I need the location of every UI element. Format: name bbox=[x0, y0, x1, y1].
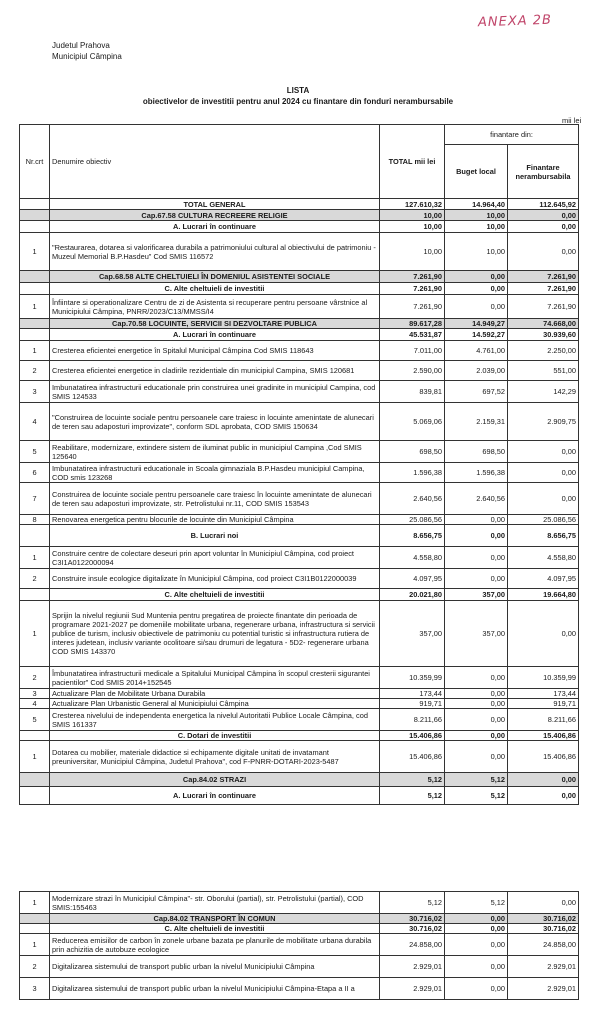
row-nr: 2 bbox=[20, 569, 50, 589]
table-row bbox=[20, 978, 579, 1000]
row-nr: 1 bbox=[20, 934, 50, 956]
row-nonref: 19.664,80 bbox=[508, 589, 579, 601]
row-local: 0,00 bbox=[445, 515, 508, 525]
row-total: 5,12 bbox=[380, 787, 445, 805]
table-row bbox=[20, 699, 579, 709]
row-local: 0,00 bbox=[445, 978, 508, 1000]
row-local: 0,00 bbox=[445, 667, 508, 689]
row-total: 10.359,99 bbox=[380, 667, 445, 689]
row-nr: 1 bbox=[20, 547, 50, 569]
row-nonref: 7.261,90 bbox=[508, 295, 579, 319]
table-row bbox=[20, 892, 579, 914]
col-nr-header: Nr.crt bbox=[20, 125, 50, 199]
row-name: Imbunatatirea infrastructurii educationale prin construirea unei gradinite in municipiul Campina, cod SMIS 124533 bbox=[50, 381, 380, 403]
row-name: C. Alte cheltuieli de investitii bbox=[50, 924, 380, 934]
row-name: Cresterea eficientei energetice in cladirile rezidentiale din municipiul Campina, SMIS 120681 bbox=[50, 361, 380, 381]
row-nonref: 10.359,99 bbox=[508, 667, 579, 689]
row-nr bbox=[20, 589, 50, 601]
row-total: 2.929,01 bbox=[380, 978, 445, 1000]
row-total: 8.656,75 bbox=[380, 525, 445, 547]
table-row bbox=[20, 525, 579, 547]
row-total: 127.610,32 bbox=[380, 199, 445, 210]
row-total: 698,50 bbox=[380, 441, 445, 463]
row-nr bbox=[20, 731, 50, 741]
row-local: 4.761,00 bbox=[445, 341, 508, 361]
row-local: 14.949,27 bbox=[445, 319, 508, 329]
row-nr: 1 bbox=[20, 295, 50, 319]
row-local: 0,00 bbox=[445, 741, 508, 773]
row-total: 4.558,80 bbox=[380, 547, 445, 569]
row-nr bbox=[20, 221, 50, 233]
row-nonref: 4.558,80 bbox=[508, 547, 579, 569]
row-total: 5.069,06 bbox=[380, 403, 445, 441]
row-name: C. Alte cheltuieli de investitii bbox=[50, 589, 380, 601]
row-name: Cap.67.58 CULTURA RECREERE RELIGIE bbox=[50, 210, 380, 221]
row-nr bbox=[20, 283, 50, 295]
table-row bbox=[20, 515, 579, 525]
row-name: Cap.84.02 STRAZI bbox=[50, 773, 380, 787]
row-nonref: 0,00 bbox=[508, 233, 579, 271]
row-nr: 8 bbox=[20, 515, 50, 525]
row-local: 0,00 bbox=[445, 283, 508, 295]
row-name: A. Lucrari în continuare bbox=[50, 329, 380, 341]
row-local: 2.640,56 bbox=[445, 483, 508, 515]
row-local: 5,12 bbox=[445, 773, 508, 787]
table-row bbox=[20, 361, 579, 381]
row-total: 20.021,80 bbox=[380, 589, 445, 601]
row-total: 5,12 bbox=[380, 892, 445, 914]
row-nonref: 7.261,90 bbox=[508, 271, 579, 283]
row-nr bbox=[20, 773, 50, 787]
row-name: Construire centre de colectare deseuri prin aport voluntar în Municipiul Câmpina, cod proiect C3I1A0122000094 bbox=[50, 547, 380, 569]
row-name: A. Lucrari în continuare bbox=[50, 221, 380, 233]
row-name: Cap.68.58 ALTE CHELTUIELI ÎN DOMENIUL ASISTENTEI SOCIALE bbox=[50, 271, 380, 283]
row-local: 0,00 bbox=[445, 914, 508, 924]
row-nr bbox=[20, 525, 50, 547]
row-local: 5,12 bbox=[445, 892, 508, 914]
row-name: Construire insule ecologice digitalizate în Municipiul Câmpina, cod proiect C3I1B0122000039 bbox=[50, 569, 380, 589]
row-local: 0,00 bbox=[445, 709, 508, 731]
row-nonref: 0,00 bbox=[508, 210, 579, 221]
row-total: 173,44 bbox=[380, 689, 445, 699]
row-total: 7.261,90 bbox=[380, 295, 445, 319]
row-nonref: 25.086,56 bbox=[508, 515, 579, 525]
table-row bbox=[20, 233, 579, 271]
row-total: 1.596,38 bbox=[380, 463, 445, 483]
row-local: 2.159,31 bbox=[445, 403, 508, 441]
row-nonref: 30.716,02 bbox=[508, 924, 579, 934]
row-total: 919,71 bbox=[380, 699, 445, 709]
row-name: Reabilitare, modernizare, extindere sistem de iluminat public in municipiul Campina ,Cod SMIS 125640 bbox=[50, 441, 380, 463]
row-nr: 7 bbox=[20, 483, 50, 515]
row-nonref: 0,00 bbox=[508, 463, 579, 483]
row-nonref: 30.939,60 bbox=[508, 329, 579, 341]
row-name: Digitalizarea sistemului de transport public urban la nivelul Municipiului Câmpina bbox=[50, 956, 380, 978]
row-nonref: 8.211,66 bbox=[508, 709, 579, 731]
row-nonref: 2.929,01 bbox=[508, 978, 579, 1000]
table-row bbox=[20, 569, 579, 589]
row-total: 30.716,02 bbox=[380, 914, 445, 924]
table-row bbox=[20, 221, 579, 233]
table-row bbox=[20, 319, 579, 329]
row-total: 10,00 bbox=[380, 210, 445, 221]
row-name: Actualizare Plan Urbanistic General al Municipiului Câmpina bbox=[50, 699, 380, 709]
row-local: 10,00 bbox=[445, 221, 508, 233]
row-total: 5,12 bbox=[380, 773, 445, 787]
table-row bbox=[20, 934, 579, 956]
row-total: 10,00 bbox=[380, 233, 445, 271]
table-row bbox=[20, 589, 579, 601]
table-row bbox=[20, 210, 579, 221]
row-nonref: 0,00 bbox=[508, 787, 579, 805]
row-nonref: 7.261,90 bbox=[508, 283, 579, 295]
row-nonref: 112.645,92 bbox=[508, 199, 579, 210]
row-local: 10,00 bbox=[445, 233, 508, 271]
row-name: Cresterea eficientei energetice în Spitalul Municipal Câmpina Cod SMIS 118643 bbox=[50, 341, 380, 361]
row-name: B. Lucrari noi bbox=[50, 525, 380, 547]
row-local: 0,00 bbox=[445, 547, 508, 569]
table-row bbox=[20, 956, 579, 978]
row-nr bbox=[20, 787, 50, 805]
row-name: "Restaurarea, dotarea si valorificarea durabila a patrimoniului cultural al obiectivului de patrimoniu -Muzeul Memorial B.P.Hasdeu" Cod SMIS 116572 bbox=[50, 233, 380, 271]
row-name: C. Alte cheltuieli de investitii bbox=[50, 283, 380, 295]
row-total: 2.929,01 bbox=[380, 956, 445, 978]
row-nonref: 4.097,95 bbox=[508, 569, 579, 589]
row-name: Cap.70.58 LOCUINTE, SERVICII SI DEZVOLTARE PUBLICA bbox=[50, 319, 380, 329]
row-name: TOTAL GENERAL bbox=[50, 199, 380, 210]
row-local: 1.596,38 bbox=[445, 463, 508, 483]
table-row bbox=[20, 914, 579, 924]
annex-label: ANEXA 2B bbox=[477, 12, 553, 31]
row-total: 2.640,56 bbox=[380, 483, 445, 515]
table-row bbox=[20, 731, 579, 741]
row-total: 24.858,00 bbox=[380, 934, 445, 956]
row-total: 357,00 bbox=[380, 601, 445, 667]
row-nonref: 0,00 bbox=[508, 441, 579, 463]
row-local: 357,00 bbox=[445, 589, 508, 601]
row-local: 14.592,27 bbox=[445, 329, 508, 341]
table-row bbox=[20, 463, 579, 483]
row-nr: 6 bbox=[20, 463, 50, 483]
row-nonref: 142,29 bbox=[508, 381, 579, 403]
table-row bbox=[20, 441, 579, 463]
row-local: 698,50 bbox=[445, 441, 508, 463]
col-name-header: Denumire obiectiv bbox=[50, 125, 380, 199]
row-nr: 1 bbox=[20, 892, 50, 914]
row-local: 357,00 bbox=[445, 601, 508, 667]
row-nr: 1 bbox=[20, 601, 50, 667]
row-nr: 2 bbox=[20, 361, 50, 381]
row-local: 0,00 bbox=[445, 956, 508, 978]
table-row bbox=[20, 787, 579, 805]
investments-table bbox=[19, 124, 579, 805]
row-nr: 4 bbox=[20, 403, 50, 441]
row-name: Reducerea emisiilor de carbon în zonele urbane bazata pe planurile de mobilitate urbana durabila prin achizitia de autobuze ecologice bbox=[50, 934, 380, 956]
row-nr: 2 bbox=[20, 956, 50, 978]
row-total: 2.590,00 bbox=[380, 361, 445, 381]
table-row bbox=[20, 741, 579, 773]
row-total: 7.261,90 bbox=[380, 283, 445, 295]
table-row bbox=[20, 341, 579, 361]
county-label: Judetul Prahova bbox=[52, 41, 110, 50]
row-nonref: 551,00 bbox=[508, 361, 579, 381]
row-total: 8.211,66 bbox=[380, 709, 445, 731]
row-nr: 5 bbox=[20, 441, 50, 463]
row-local: 10,00 bbox=[445, 210, 508, 221]
row-total: 15.406,86 bbox=[380, 731, 445, 741]
row-total: 7.011,00 bbox=[380, 341, 445, 361]
table-row bbox=[20, 381, 579, 403]
row-nr bbox=[20, 329, 50, 341]
row-name: A. Lucrari în continuare bbox=[50, 787, 380, 805]
row-local: 0,00 bbox=[445, 295, 508, 319]
document-subtitle: obiectivelor de investitii pentru anul 2024 cu finantare din fonduri nerambursabile bbox=[142, 97, 454, 106]
table-row bbox=[20, 283, 579, 295]
row-nr: 2 bbox=[20, 667, 50, 689]
col-nonref-header: Finantare nerambursabila bbox=[508, 145, 579, 199]
row-nr bbox=[20, 199, 50, 210]
row-name: "Construirea de locuinte sociale pentru persoanele care traiesc in locuinte amenintate de alunecari de teren sau adaposturi improvizate", conform SDL aprobata, COD SMIS 150634 bbox=[50, 403, 380, 441]
row-name: Digitalizarea sistemului de transport public urban la nivelul Municipiului Câmpina-Etapa a II a bbox=[50, 978, 380, 1000]
row-total: 89.617,28 bbox=[380, 319, 445, 329]
row-nr: 1 bbox=[20, 341, 50, 361]
row-name: Imbunatatirea infrastructurii educationale in Scoala gimnaziala B.P.Hasdeu municipiul Campina, COD smis 123268 bbox=[50, 463, 380, 483]
row-name: Construirea de locuinte sociale pentru persoanele care traiesc în locuinte amenintate de alunecari de teren sau adaposturi improvizate, str. Petrolistului nr.11, COD SMIS 153543 bbox=[50, 483, 380, 515]
row-nr: 3 bbox=[20, 381, 50, 403]
row-nonref: 24.858,00 bbox=[508, 934, 579, 956]
row-total: 4.097,95 bbox=[380, 569, 445, 589]
row-local: 0,00 bbox=[445, 934, 508, 956]
row-local: 0,00 bbox=[445, 699, 508, 709]
row-nonref: 173,44 bbox=[508, 689, 579, 699]
row-name: Modernizare strazi în Municipiul Câmpina"- str. Oborului (partial), str. Petrolistului (partial), COD SMIS:155463 bbox=[50, 892, 380, 914]
table-row bbox=[20, 199, 579, 210]
table-row bbox=[20, 329, 579, 341]
table-row bbox=[20, 295, 579, 319]
row-name: Înfiintare si operationalizare Centru de zi de Asistenta si recuperare pentru persoane vârstnice al Municipiului Câmpina, PNRR/2023/C13/MMSS/I4 bbox=[50, 295, 380, 319]
row-nr: 4 bbox=[20, 699, 50, 709]
row-nonref: 8.656,75 bbox=[508, 525, 579, 547]
row-name: Renovarea energetica pentru blocurile de locuinte din Municipiul Câmpina bbox=[50, 515, 380, 525]
investments-table-continued bbox=[19, 891, 579, 1000]
row-nr bbox=[20, 271, 50, 283]
table-row bbox=[20, 601, 579, 667]
table-row bbox=[20, 271, 579, 283]
row-total: 839,81 bbox=[380, 381, 445, 403]
table-row bbox=[20, 403, 579, 441]
row-local: 0,00 bbox=[445, 689, 508, 699]
row-local: 2.039,00 bbox=[445, 361, 508, 381]
row-name: Dotarea cu mobilier, materiale didactice si echipamente digitale unitati de invatamant preuniversitar, Municipiul Câmpina, Judetul Prahova", cod F-PNRR-DOTARI-2023-5487 bbox=[50, 741, 380, 773]
row-total: 25.086,56 bbox=[380, 515, 445, 525]
unit-label: mii lei bbox=[562, 116, 582, 125]
row-nr: 3 bbox=[20, 978, 50, 1000]
table-row bbox=[20, 547, 579, 569]
row-total: 45.531,87 bbox=[380, 329, 445, 341]
row-nonref: 2.909,75 bbox=[508, 403, 579, 441]
row-nonref: 0,00 bbox=[508, 483, 579, 515]
row-nr: 3 bbox=[20, 689, 50, 699]
row-total: 30.716,02 bbox=[380, 924, 445, 934]
row-nonref: 2.929,01 bbox=[508, 956, 579, 978]
row-total: 15.406,86 bbox=[380, 741, 445, 773]
col-total-header: TOTAL mii lei bbox=[380, 125, 445, 199]
row-name: Cap.84.02 TRANSPORT ÎN COMUN bbox=[50, 914, 380, 924]
row-nr bbox=[20, 914, 50, 924]
row-local: 0,00 bbox=[445, 731, 508, 741]
row-nr: 1 bbox=[20, 233, 50, 271]
row-name: Sprijin la nivelul regiunii Sud Muntenia pentru pregatirea de proiecte finantate din perioada de programare 2021-2027 pe domeniile mobilitate urbana, regenerare urbana, infrastructura si servicii publice de turism, inclusiv obiectivele de patrimoniu cu potential turistic si infrastructura rutiera de interes judetean, inclusiv variante ocolitoare si/sau drumuri de legatura - 5D2- regenerare urbana COD SMIS 143370 bbox=[50, 601, 380, 667]
row-nonref: 30.716,02 bbox=[508, 914, 579, 924]
row-nonref: 15.406,86 bbox=[508, 731, 579, 741]
row-nr bbox=[20, 210, 50, 221]
row-nr: 5 bbox=[20, 709, 50, 731]
document-title: LISTA bbox=[286, 86, 310, 95]
row-nonref: 74.668,00 bbox=[508, 319, 579, 329]
row-nonref: 2.250,00 bbox=[508, 341, 579, 361]
row-nonref: 0,00 bbox=[508, 601, 579, 667]
row-nr bbox=[20, 924, 50, 934]
row-name: Îmbunatatirea infrastructurii medicale a Spitalului Municipal Câmpina în scopul cresterii sigurantei pacientilor" Cod SMIS 2014+152545 bbox=[50, 667, 380, 689]
table-row bbox=[20, 709, 579, 731]
row-local: 697,52 bbox=[445, 381, 508, 403]
row-nonref: 0,00 bbox=[508, 892, 579, 914]
table-row bbox=[20, 483, 579, 515]
row-nr bbox=[20, 319, 50, 329]
col-local-header: Buget local bbox=[445, 145, 508, 199]
row-local: 0,00 bbox=[445, 924, 508, 934]
row-local: 0,00 bbox=[445, 569, 508, 589]
row-name: Actualizare Plan de Mobilitate Urbana Durabila bbox=[50, 689, 380, 699]
table-row bbox=[20, 667, 579, 689]
row-total: 10,00 bbox=[380, 221, 445, 233]
table-row bbox=[20, 689, 579, 699]
row-local: 14.964,40 bbox=[445, 199, 508, 210]
table-row bbox=[20, 924, 579, 934]
row-total: 7.261,90 bbox=[380, 271, 445, 283]
row-nonref: 919,71 bbox=[508, 699, 579, 709]
row-local: 0,00 bbox=[445, 525, 508, 547]
row-nonref: 15.406,86 bbox=[508, 741, 579, 773]
row-name: C. Dotari de investitii bbox=[50, 731, 380, 741]
row-name: Cresterea nivelului de independenta energetica la nivelul Autoritatii Publice Locale Câmpina, cod SMIS 161337 bbox=[50, 709, 380, 731]
col-funding-header: finantare din: bbox=[445, 125, 579, 145]
table-row bbox=[20, 773, 579, 787]
row-nonref: 0,00 bbox=[508, 221, 579, 233]
row-nr: 1 bbox=[20, 741, 50, 773]
row-local: 0,00 bbox=[445, 271, 508, 283]
municipality-label: Municipiul Câmpina bbox=[52, 52, 122, 61]
row-nonref: 0,00 bbox=[508, 773, 579, 787]
row-local: 5,12 bbox=[445, 787, 508, 805]
